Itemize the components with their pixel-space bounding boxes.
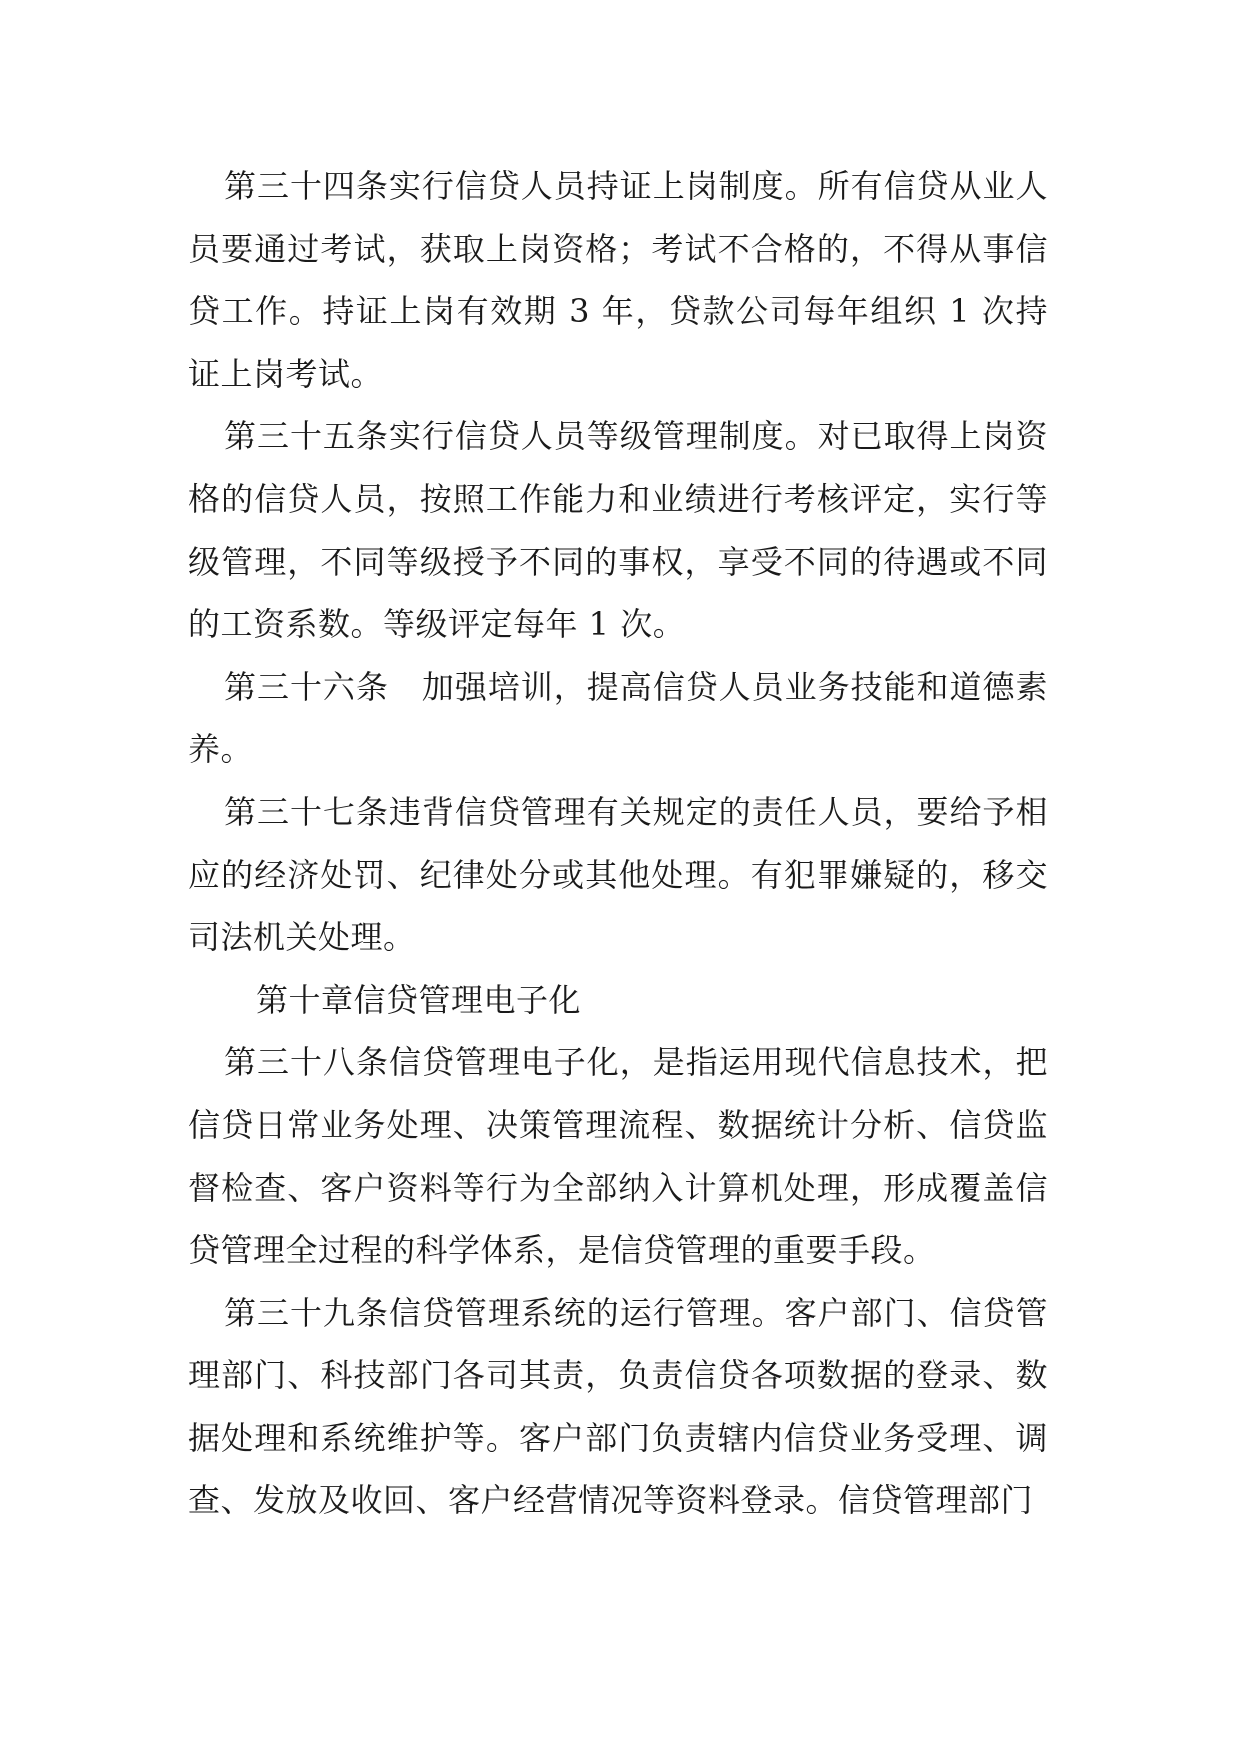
chapter-heading: 第十章信贷管理电子化	[256, 980, 582, 1019]
article-35: 第三十五条实行信贷人员等级管理制度。对已取得上岗资格的信贷人员，按照工作能力和业绩进行考核评定，实行等级管理，不同等级授予不同的事权，享受不同的待遇或不同的工资系数。等级评定每年 1 次。	[188, 417, 1048, 644]
article-37: 第三十七条违背信贷管理有关规定的责任人员，要给予相应的经济处罚、纪律处分或其他处理。有犯罪嫌疑的，移交司法机关处理。	[188, 792, 1048, 957]
article-36: 第三十六条 加强培训，提高信贷人员业务技能和道德素养。	[188, 667, 1048, 769]
document-body	[188, 155, 1048, 1532]
article-39: 第三十九条信贷管理系统的运行管理。客户部门、信贷管理部门、科技部门各司其责，负责信贷各项数据的登录、数据处理和系统维护等。客户部门负责辖内信贷业务受理、调查、发放及收回、客户经营情况等资料登录。信贷管理部门	[188, 1293, 1048, 1520]
article-38: 第三十八条信贷管理电子化，是指运用现代信息技术，把信贷日常业务处理、决策管理流程、数据统计分析、信贷监督检查、客户资料等行为全部纳入计算机处理，形成覆盖信贷管理全过程的科学体系，是信贷管理的重要手段。	[188, 1043, 1048, 1270]
article-34: 第三十四条实行信贷人员持证上岗制度。所有信贷从业人员要通过考试，获取上岗资格；考试不合格的，不得从事信贷工作。持证上岗有效期 3 年，贷款公司每年组织 1 次持证上岗考试。	[188, 167, 1048, 393]
